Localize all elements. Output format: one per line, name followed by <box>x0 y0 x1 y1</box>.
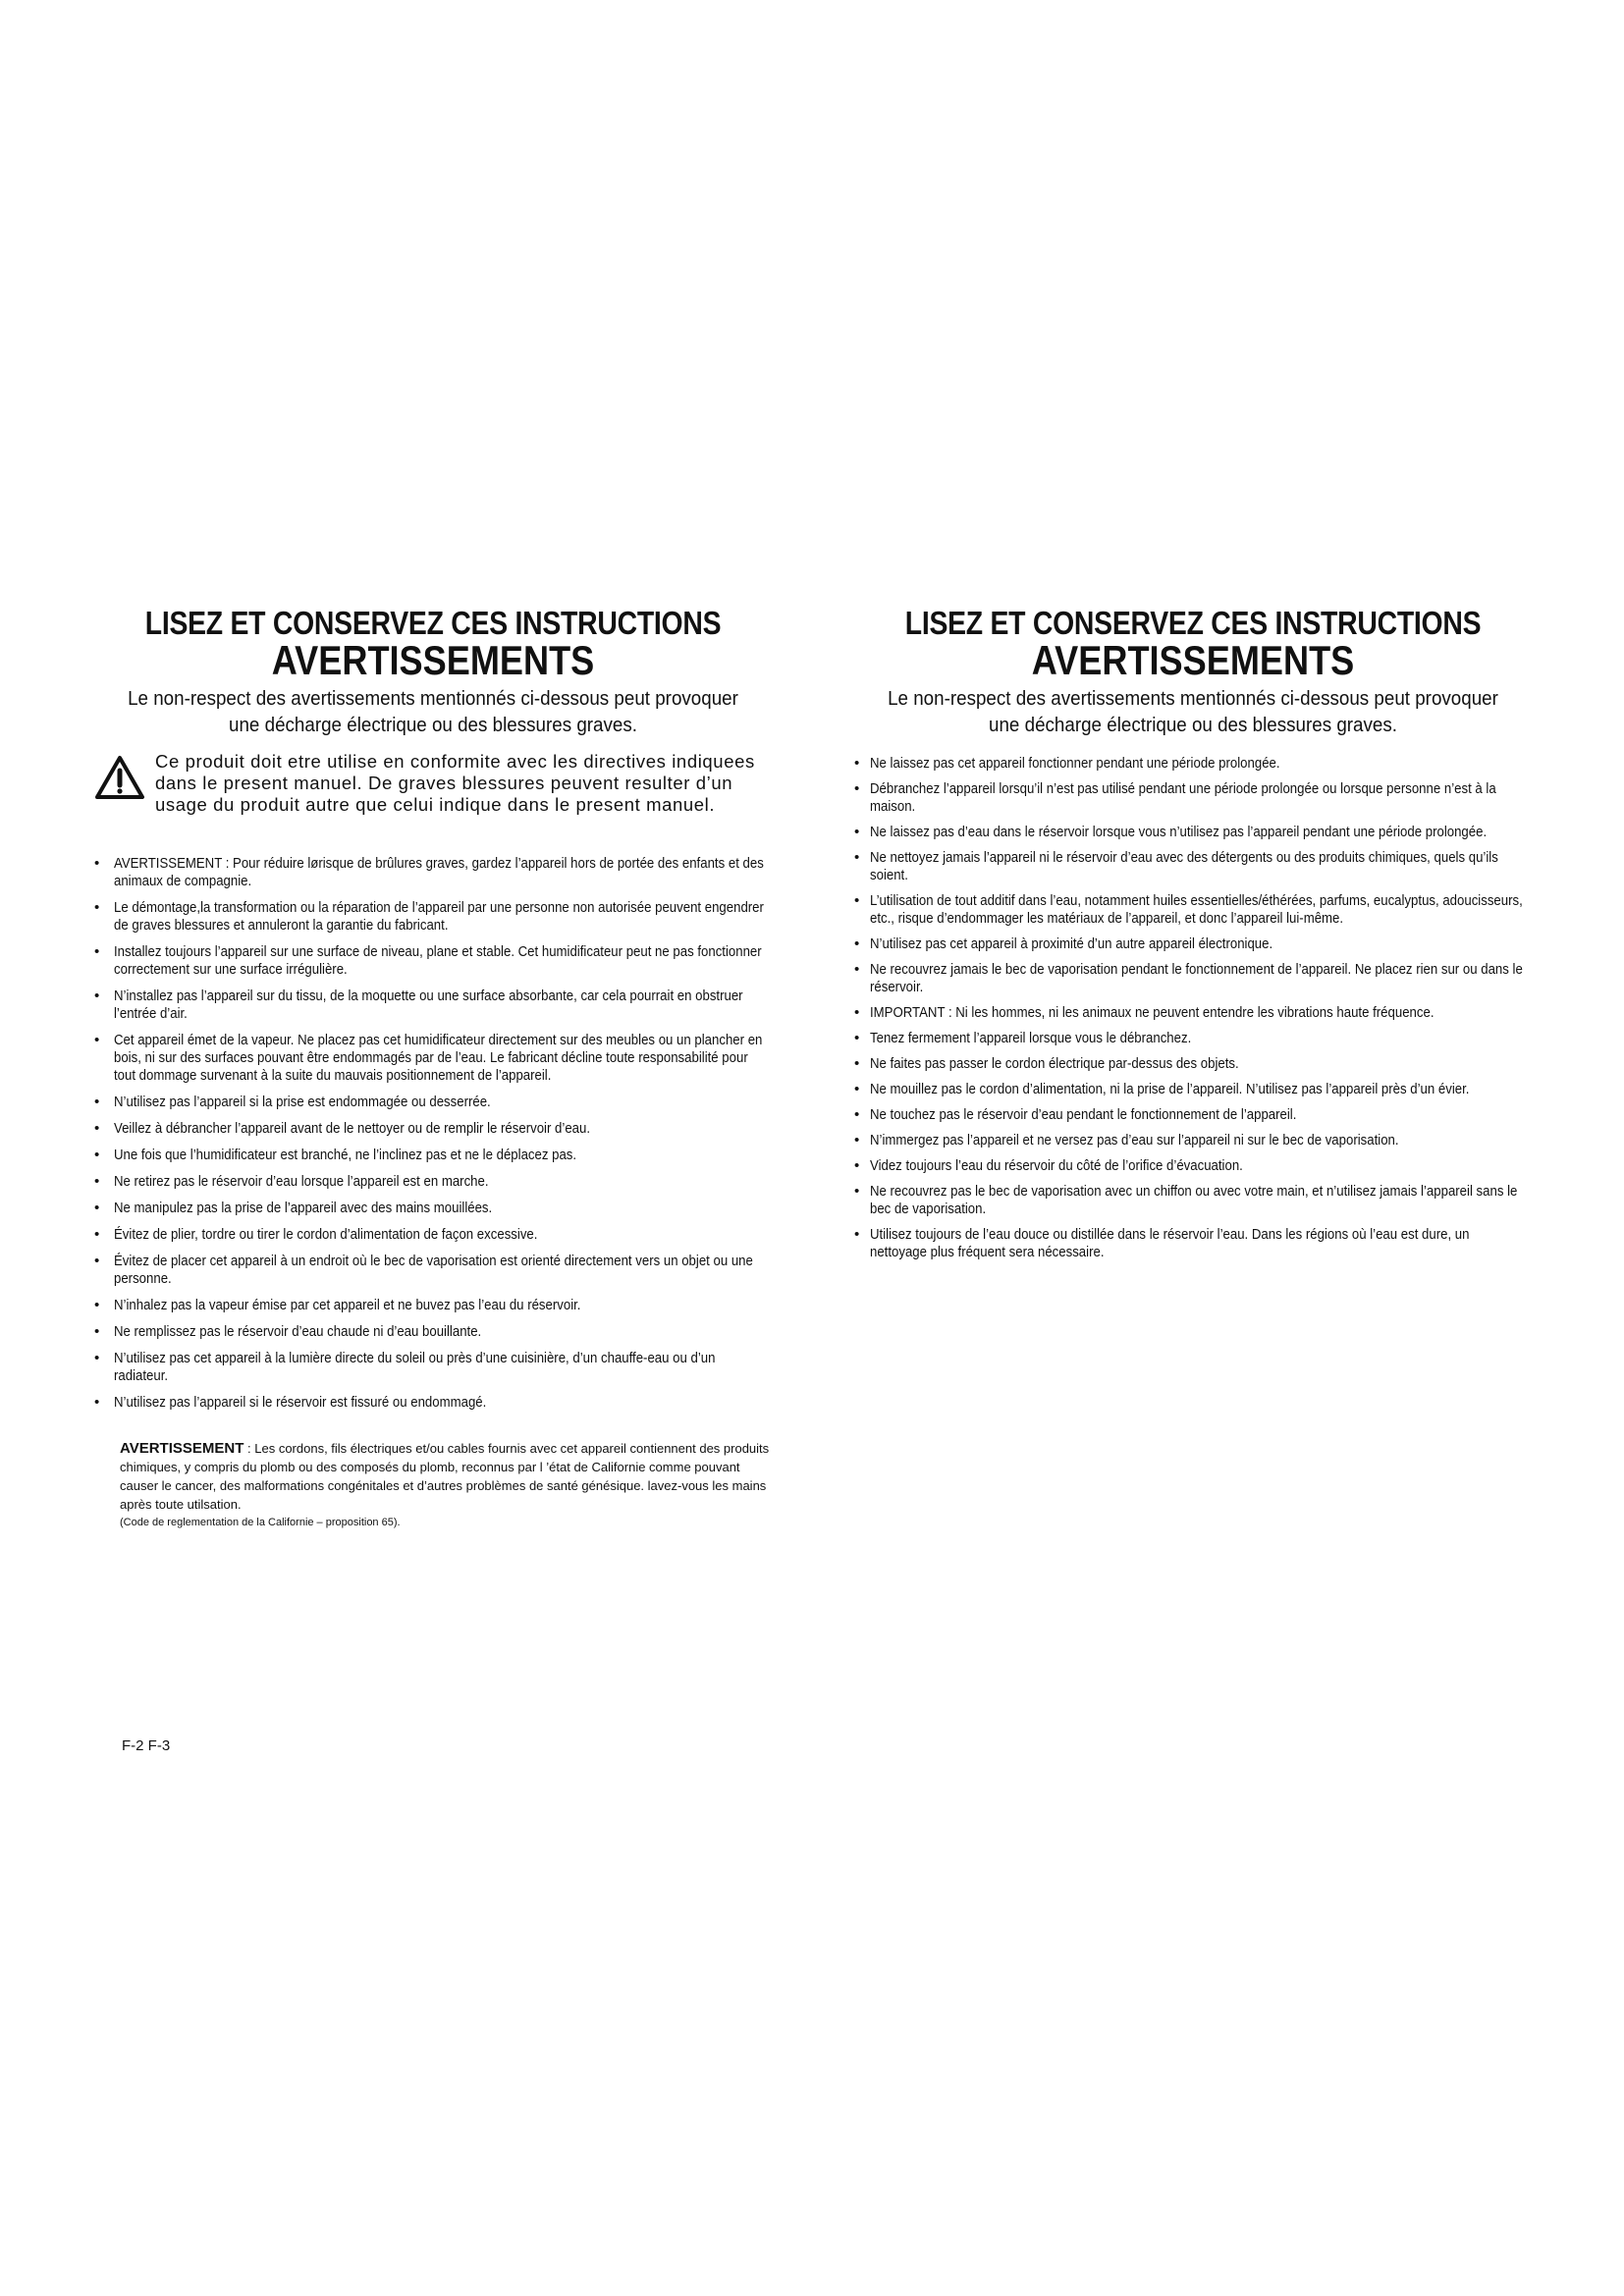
list-item-text: Tenez fermement l’appareil lorsque vous le débranchez. <box>870 1030 1192 1046</box>
bullet-marker: • <box>94 1226 100 1243</box>
list-item <box>94 1120 772 1138</box>
list-item-text: Le démontage,la transformation ou la réparation de l’appareil par une personne non autorisée peuvent engendrer de graves blessures et annuleront la garantie du fabricant. <box>114 899 764 934</box>
bullet-marker: • <box>854 1055 860 1072</box>
list-item <box>854 1106 1532 1124</box>
warning-note: (Code de reglementation de la Californie – proposition 65). <box>120 1517 401 1528</box>
bullet-marker: • <box>854 1106 860 1123</box>
list-item-text: Ne recouvrez jamais le bec de vaporisation pendant le fonctionnement de l’appareil. Ne placez rien sur ou dans le réservoir. <box>870 961 1523 995</box>
list-item-text: N’inhalez pas la vapeur émise par cet appareil et ne buvez pas l’eau du réservoir. <box>114 1297 581 1313</box>
list-item <box>94 1226 772 1244</box>
bullet-marker: • <box>94 1147 100 1163</box>
list-item-text: Installez toujours l’appareil sur une surface de niveau, plane et stable. Cet humidificateur peut ne pas fonctionner correctement sur une surface irrégulière. <box>114 943 762 978</box>
bullet-marker: • <box>94 1120 100 1137</box>
list-item <box>854 755 1532 773</box>
list-item <box>94 1323 772 1341</box>
bullet-marker: • <box>94 1350 100 1366</box>
right-subtitle-line1: Le non-respect des avertissements mentionnés ci-dessous peut provoquer <box>888 688 1498 710</box>
caution-text: Ce produit doit etre utilise en conformite avec les directives indiquees dans le present manuel. De graves blessures peuvent resulter d’un usage du produit autre que celui indique dans le present manuel. <box>155 751 755 815</box>
bullet-marker: • <box>854 1183 860 1200</box>
list-item-text: Une fois que l’humidificateur est branché, ne l’inclinez pas et ne le déplacez pas. <box>114 1147 577 1163</box>
list-item-text: Évitez de placer cet appareil à un endroit où le bec de vaporisation est orienté directement vers un objet ou une personne. <box>114 1253 753 1287</box>
list-item-text: Utilisez toujours de l’eau douce ou distillée dans le réservoir l’eau. Dans les régions où l’eau est dure, un nettoyage plus fréquent sera nécessaire. <box>870 1226 1470 1260</box>
list-item-text: N’utilisez pas cet appareil à proximité d’un autre appareil électronique. <box>870 935 1273 952</box>
list-item <box>854 1226 1532 1261</box>
list-item-text: N’installez pas l’appareil sur du tissu, de la moquette ou une surface absorbante, car cela pourrait en obstruer l’entrée d’air. <box>114 988 743 1022</box>
list-item <box>854 824 1532 841</box>
left-subtitle-line2: une décharge électrique ou des blessures graves. <box>229 715 637 736</box>
right-title: LISEZ ET CONSERVEZ CES INSTRUCTIONS <box>904 605 1482 641</box>
warning-triangle-icon <box>94 755 145 800</box>
bullet-marker: • <box>94 1032 100 1048</box>
list-item <box>94 1173 772 1191</box>
list-item-text: Veillez à débrancher l’appareil avant de le nettoyer ou de remplir le réservoir d’eau. <box>114 1120 591 1137</box>
right-page <box>854 606 1532 1269</box>
list-item <box>854 935 1532 953</box>
list-item-text: Videz toujours l’eau du réservoir du côté de l’orifice d’évacuation. <box>870 1157 1243 1174</box>
list-item <box>854 1183 1532 1218</box>
bullet-marker: • <box>94 943 100 960</box>
list-item-text: N’immergez pas l’appareil et ne versez pas d’eau sur l’appareil ni sur le bec de vaporisation. <box>870 1132 1399 1148</box>
list-item-text: Ne touchez pas le réservoir d’eau pendant le fonctionnement de l’appareil. <box>870 1106 1297 1123</box>
list-item <box>854 1004 1532 1022</box>
list-item <box>94 1032 772 1085</box>
list-item <box>94 988 772 1023</box>
list-item <box>94 855 772 890</box>
bullet-marker: • <box>94 855 100 872</box>
list-item-text: IMPORTANT : Ni les hommes, ni les animaux ne peuvent entendre les vibrations haute fréquence. <box>870 1004 1435 1021</box>
list-item-text: AVERTISSEMENT : Pour réduire lørisque de brûlures graves, gardez l’appareil hors de portée des enfants et des animaux de compagnie. <box>114 855 764 889</box>
caution-block <box>94 751 772 816</box>
list-item-text: N’utilisez pas cet appareil à la lumière directe du soleil ou près d’une cuisinière, d’un chauffe-eau ou d’un radiateur. <box>114 1350 716 1384</box>
bullet-marker: • <box>94 1394 100 1411</box>
left-bullet-list <box>94 855 772 1412</box>
right-heading: AVERTISSEMENTS <box>1031 637 1355 683</box>
bullet-marker: • <box>854 1030 860 1046</box>
bullet-marker: • <box>854 849 860 866</box>
bullet-marker: • <box>854 824 860 840</box>
left-subtitle-line1: Le non-respect des avertissements mentionnés ci-dessous peut provoquer <box>128 688 738 710</box>
list-item <box>854 961 1532 996</box>
list-item <box>854 849 1532 884</box>
list-item-text: Ne laissez pas cet appareil fonctionner pendant une période prolongée. <box>870 755 1280 772</box>
bullet-marker: • <box>854 961 860 978</box>
list-item <box>854 1132 1532 1149</box>
list-item <box>854 1055 1532 1073</box>
bullet-marker: • <box>94 1173 100 1190</box>
list-item <box>854 780 1532 816</box>
bullet-marker: • <box>854 1081 860 1097</box>
list-item <box>94 1200 772 1217</box>
bullet-marker: • <box>94 1253 100 1269</box>
warning-label: AVERTISSEMENT <box>120 1440 244 1457</box>
list-item-text: Débranchez l’appareil lorsqu’il n’est pas utilisé pendant une période prolongée ou lorsque personne n’est à la maison. <box>870 780 1496 815</box>
left-title: LISEZ ET CONSERVEZ CES INSTRUCTIONS <box>144 605 722 641</box>
list-item-text: Évitez de plier, tordre ou tirer le cordon d’alimentation de façon excessive. <box>114 1226 538 1243</box>
list-item-text: Ne laissez pas d’eau dans le réservoir lorsque vous n’utilisez pas l’appareil pendant une période prolongée. <box>870 824 1488 840</box>
bullet-marker: • <box>854 1132 860 1148</box>
page-numbers: F-2 F-3 <box>122 1737 171 1754</box>
list-item-text: Ne recouvrez pas le bec de vaporisation avec un chiffon ou avec votre main, et n’utilisez jamais l’appareil sans le bec de vaporisation. <box>870 1183 1518 1217</box>
bullet-marker: • <box>94 1094 100 1110</box>
list-item <box>854 1081 1532 1098</box>
list-item <box>854 1157 1532 1175</box>
left-heading: AVERTISSEMENTS <box>271 637 595 683</box>
list-item <box>854 892 1532 928</box>
left-page <box>94 606 772 1532</box>
list-item-text: N’utilisez pas l’appareil si la prise est endommagée ou desserrée. <box>114 1094 491 1110</box>
bullet-marker: • <box>854 1226 860 1243</box>
prop65-warning <box>94 1439 772 1532</box>
list-item-text: L’utilisation de tout additif dans l’eau, notamment huiles essentielles/éthérées, parfums, eucalyptus, adoucisseurs, etc., risque d’endommager les matériaux de l’appareil, et donc l’appareil lui-même. <box>870 892 1523 927</box>
list-item-text: Ne faites pas passer le cordon électrique par-dessus des objets. <box>870 1055 1239 1072</box>
list-item-text: Ne retirez pas le réservoir d’eau lorsque l’appareil est en marche. <box>114 1173 489 1190</box>
right-subtitle-line2: une décharge électrique ou des blessures graves. <box>989 715 1397 736</box>
list-item-text: Cet appareil émet de la vapeur. Ne placez pas cet humidificateur directement sur des meubles ou un plancher en bois, ni sur des surfaces pouvant être endommagés par de l’eau. Le fabricant décline toute responsabilité pour tout dommage survenant à la suite du mauvais positionnement de l’appareil. <box>114 1032 763 1084</box>
right-subtitle <box>875 686 1512 739</box>
list-item <box>94 1394 772 1412</box>
list-item-text: N’utilisez pas l’appareil si le réservoir est fissuré ou endommagé. <box>114 1394 487 1411</box>
bullet-marker: • <box>94 988 100 1004</box>
bullet-marker: • <box>854 755 860 772</box>
list-item-text: Ne mouillez pas le cordon d’alimentation, ni la prise de l’appareil. N’utilisez pas l’appareil près d’un évier. <box>870 1081 1470 1097</box>
bullet-marker: • <box>854 892 860 909</box>
list-item <box>854 1030 1532 1047</box>
list-item <box>94 943 772 979</box>
bullet-marker: • <box>854 935 860 952</box>
list-item <box>94 1350 772 1385</box>
list-item-text: Ne nettoyez jamais l’appareil ni le réservoir d’eau avec des détergents ou des produits chimiques, quels qu’ils soient. <box>870 849 1498 883</box>
left-subtitle <box>115 686 752 739</box>
list-item <box>94 1094 772 1111</box>
bullet-marker: • <box>94 899 100 916</box>
list-item-text: Ne manipulez pas la prise de l’appareil avec des mains mouillées. <box>114 1200 493 1216</box>
list-item <box>94 1147 772 1164</box>
list-item <box>94 1253 772 1288</box>
list-item <box>94 899 772 934</box>
bullet-marker: • <box>94 1297 100 1313</box>
right-bullet-list <box>854 755 1532 1261</box>
warning-text: : Les cordons, fils électriques et/ou cables fournis avec cet appareil contiennent des produits chimiques, y compris du plomb ou des composés du plomb, reconnus par l ’état de Californie comme pouvant causer le cancer, des malformations congénitales et d’autres problèmes de santé génésique. lavez-vous les mains après toute utilsation. <box>120 1441 770 1512</box>
list-item-text: Ne remplissez pas le réservoir d’eau chaude ni d’eau bouillante. <box>114 1323 482 1340</box>
bullet-marker: • <box>94 1200 100 1216</box>
bullet-marker: • <box>854 1157 860 1174</box>
bullet-marker: • <box>94 1323 100 1340</box>
bullet-marker: • <box>854 780 860 797</box>
list-item <box>94 1297 772 1314</box>
bullet-marker: • <box>854 1004 860 1021</box>
